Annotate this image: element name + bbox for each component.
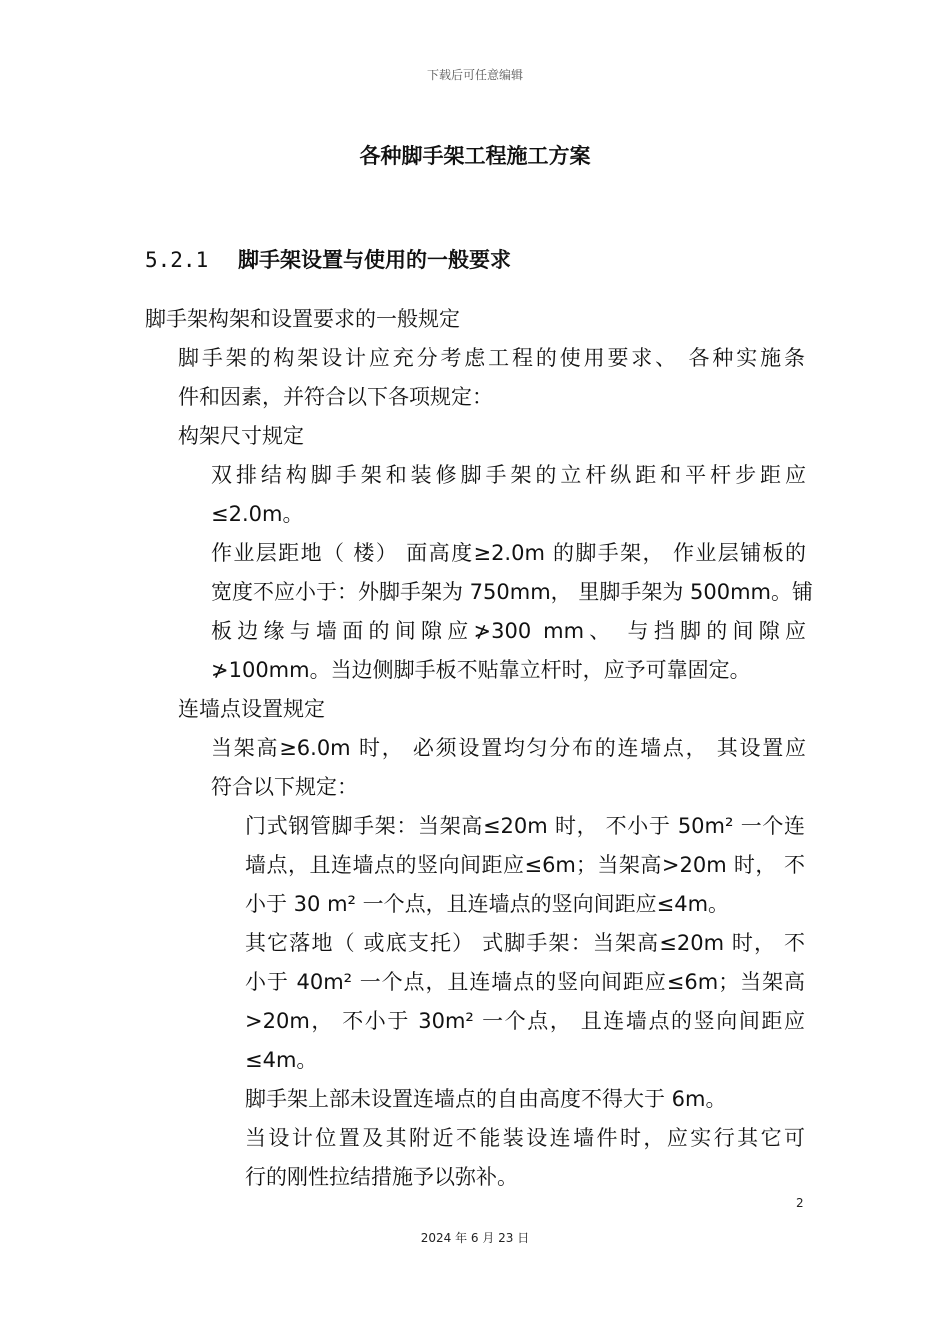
page-header: 下载后可任意编辑 [426,68,523,82]
paragraph-line: 连墙点设置规定 [178,697,325,721]
paragraph-line: 构架尺寸规定 [178,424,304,448]
paragraph-line: 脚手架构架和设置要求的一般规定 [145,307,460,331]
paragraph-line: 脚手架的构架设计应充分考虑工程的使用要求、 各种实施条 [178,346,805,370]
paragraph-line: 小于 40m² 一个点，且连墙点的竖向间距应≤6m；当架高 [245,970,805,994]
paragraph-line: 行的刚性拉结措施予以弥补。 [245,1165,518,1189]
page-footer-date: 2024 年 6 月 23 日 [420,1231,530,1245]
paragraph-line: ≤2.0m。 [211,502,304,526]
paragraph-line: >20m， 不小于 30m² 一个点， 且连墙点的竖向间距应 [245,1009,805,1033]
paragraph-line: 符合以下规定： [211,775,358,799]
paragraph-line: 作业层距地（ 楼） 面高度≥2.0m 的脚手架， 作业层铺板的 [211,541,806,565]
paragraph-line: 当设计位置及其附近不能装设连墙件时，应实行其它可 [245,1126,805,1150]
document-title: 各种脚手架工程施工方案 [359,144,591,168]
paragraph-line: 门式钢管脚手架：当架高≤20m 时， 不小于 50m² 一个连 [245,814,805,838]
paragraph-line: ≯100mm。当边侧脚手板不贴靠立杆时，应予可靠固定。 [211,658,751,682]
paragraph-line: 板边缘与墙面的间隙应≯300 mm、 与挡脚的间隙应 [211,619,806,643]
section-heading [145,244,511,274]
paragraph-line: 当架高≥6.0m 时， 必须设置均匀分布的连墙点， 其设置应 [211,736,806,760]
paragraph-line: 脚手架上部未设置连墙点的自由高度不得大于 6m。 [245,1087,727,1111]
paragraph-line: 件和因素，并符合以下各项规定： [178,385,493,409]
section-number: 5.2.1 [145,248,209,272]
paragraph-line: 双排结构脚手架和装修脚手架的立杆纵距和平杆步距应 [211,463,806,487]
paragraph-line: 其它落地（ 或底支托） 式脚手架：当架高≤20m 时， 不 [245,931,805,955]
paragraph-line: 宽度不应小于：外脚手架为 750mm， 里脚手架为 500mm。铺 [211,580,814,604]
paragraph-line: 墙点，且连墙点的竖向间距应≤6m；当架高>20m 时， 不 [245,853,805,877]
paragraph-line: ≤4m。 [245,1048,318,1072]
paragraph-line: 小于 30 m² 一个点，且连墙点的竖向间距应≤4m。 [245,892,730,916]
page-number: 2 [796,1196,804,1210]
section-title: 脚手架设置与使用的一般要求 [238,248,511,272]
